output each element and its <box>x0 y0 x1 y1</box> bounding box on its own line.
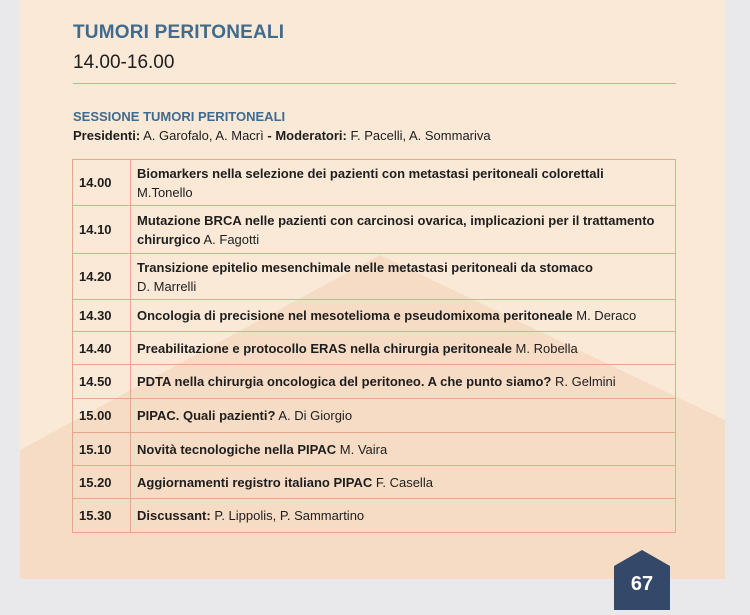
program-talk <box>131 332 676 365</box>
program-row <box>73 433 676 466</box>
page-number: 67 <box>630 573 654 595</box>
program-time: 14.30 <box>73 300 131 332</box>
program-time: 15.30 <box>73 499 131 533</box>
program-talk <box>131 300 676 332</box>
program-talk <box>131 160 676 206</box>
program-row <box>73 365 676 399</box>
talk-speaker: A. Fagotti <box>203 231 260 247</box>
program-talk <box>131 466 676 499</box>
program-time: 14.10 <box>73 206 131 254</box>
talk-title: Oncologia di precisione nel mesotelioma e pseudomixoma peritoneale <box>137 308 573 323</box>
program-row <box>73 466 676 499</box>
talk-speaker: A. Di Giorgio <box>278 408 353 423</box>
presidents-label: Presidenti: <box>73 128 141 143</box>
program-time: 14.50 <box>73 365 131 399</box>
talk-speaker: D. Marrelli <box>137 278 197 294</box>
talk-title: PDTA nella chirurgia oncologica del peritoneo. A che punto siamo? <box>137 374 552 389</box>
talk-title: Aggiornamenti registro italiano PIPAC <box>137 474 373 490</box>
program-time: 14.20 <box>73 254 131 300</box>
program-row <box>73 254 676 300</box>
program-talk <box>131 254 676 300</box>
program-table <box>72 159 676 533</box>
program-talk <box>131 399 676 433</box>
talk-title: Mutazione BRCA nelle pazienti con carcinosi ovarica, implicazioni per il trattamento chirurgico <box>137 212 655 247</box>
program-row <box>73 160 676 206</box>
program-row <box>73 399 676 433</box>
talk-speaker: R. Gelmini <box>555 374 616 389</box>
talk-speaker: M. Deraco <box>576 308 637 323</box>
talk-speaker: M. Robella <box>515 340 578 356</box>
program-time: 14.00 <box>73 160 131 206</box>
program-row <box>73 206 676 254</box>
presidents: A. Garofalo, A. Macrì <box>143 128 264 143</box>
talk-speaker: M.Tonello <box>137 184 193 200</box>
section-time: 14.00-16.00 <box>73 52 175 73</box>
program-time: 15.10 <box>73 433 131 466</box>
talk-speaker: M. Vaira <box>339 441 388 457</box>
program-row <box>73 332 676 365</box>
program-page <box>20 0 725 595</box>
program-row <box>73 300 676 332</box>
talk-speaker: P. Lippolis, P. Sammartino <box>214 508 365 523</box>
program-talk <box>131 206 676 254</box>
session-name: SESSIONE TUMORI PERITONEALI <box>73 109 286 124</box>
talk-speaker: F. Casella <box>375 474 433 490</box>
program-time: 14.40 <box>73 332 131 365</box>
section-title: TUMORI PERITONEALI <box>73 22 285 43</box>
program-row <box>73 499 676 533</box>
session-chairs <box>73 128 491 143</box>
talk-title: PIPAC. Quali pazienti? <box>137 408 276 423</box>
program-time: 15.20 <box>73 466 131 499</box>
talk-title: Novità tecnologiche nella PIPAC <box>137 441 337 457</box>
program-time: 15.00 <box>73 399 131 433</box>
talk-title: Preabilitazione e protocollo ERAS nella chirurgia peritoneale <box>137 340 512 356</box>
talk-title: Biomarkers nella selezione dei pazienti con metastasi peritoneali colorettali <box>137 165 604 181</box>
talk-title: Transizione epitelio mesenchimale nelle metastasi peritoneali da stomaco <box>137 259 593 275</box>
page-number-badge <box>612 550 672 610</box>
chairs-separator: - <box>267 128 272 143</box>
program-talk <box>131 499 676 533</box>
moderators: F. Pacelli, A. Sommariva <box>350 128 491 143</box>
divider <box>73 83 676 84</box>
talk-title: Discussant: <box>137 508 211 523</box>
program-talk <box>131 365 676 399</box>
moderators-label: Moderatori: <box>275 128 347 143</box>
program-talk <box>131 433 676 466</box>
